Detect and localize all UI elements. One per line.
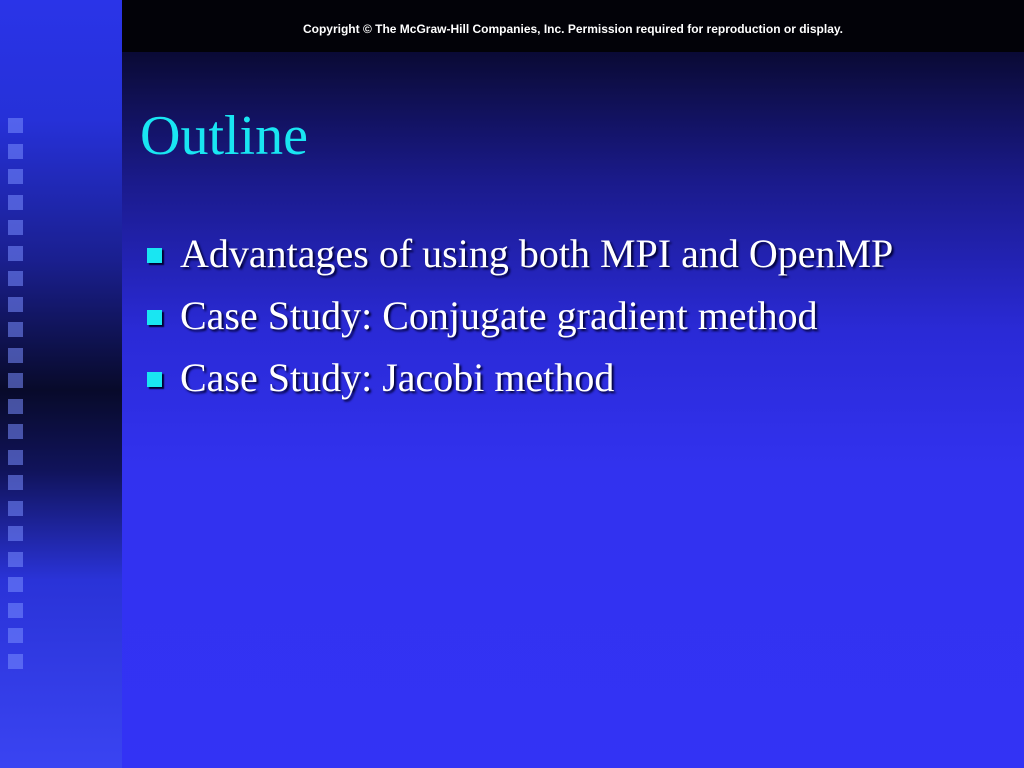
bullet-item bbox=[145, 350, 965, 406]
decorative-square bbox=[8, 552, 23, 567]
decorative-square bbox=[8, 475, 23, 490]
decorative-square bbox=[8, 297, 23, 312]
left-decorative-strip bbox=[0, 0, 122, 768]
decorative-square bbox=[8, 246, 23, 261]
bullet-list bbox=[145, 226, 965, 412]
bullet-text: Case Study: Jacobi method bbox=[180, 355, 615, 400]
decorative-square bbox=[8, 220, 23, 235]
decorative-squares bbox=[8, 118, 26, 678]
decorative-square bbox=[8, 424, 23, 439]
square-bullet-icon bbox=[147, 310, 162, 325]
decorative-square bbox=[8, 322, 23, 337]
decorative-square bbox=[8, 144, 23, 159]
copyright-notice: Copyright © The McGraw-Hill Companies, Inc. Permission required for reproduction or display. bbox=[302, 22, 844, 36]
decorative-square bbox=[8, 195, 23, 210]
decorative-square bbox=[8, 399, 23, 414]
decorative-square bbox=[8, 501, 23, 516]
decorative-square bbox=[8, 169, 23, 184]
bullet-text: Case Study: Conjugate gradient method bbox=[180, 293, 818, 338]
decorative-square bbox=[8, 373, 23, 388]
slide-title: Outline bbox=[140, 105, 308, 167]
decorative-square bbox=[8, 526, 23, 541]
decorative-square bbox=[8, 271, 23, 286]
square-bullet-icon bbox=[147, 248, 162, 263]
decorative-square bbox=[8, 450, 23, 465]
decorative-square bbox=[8, 348, 23, 363]
decorative-square bbox=[8, 654, 23, 669]
decorative-square bbox=[8, 628, 23, 643]
bullet-item bbox=[145, 226, 965, 282]
decorative-square bbox=[8, 603, 23, 618]
bullet-item bbox=[145, 288, 965, 344]
decorative-square bbox=[8, 118, 23, 133]
square-bullet-icon bbox=[147, 372, 162, 387]
bullet-text: Advantages of using both MPI and OpenMP bbox=[180, 231, 894, 276]
decorative-square bbox=[8, 577, 23, 592]
